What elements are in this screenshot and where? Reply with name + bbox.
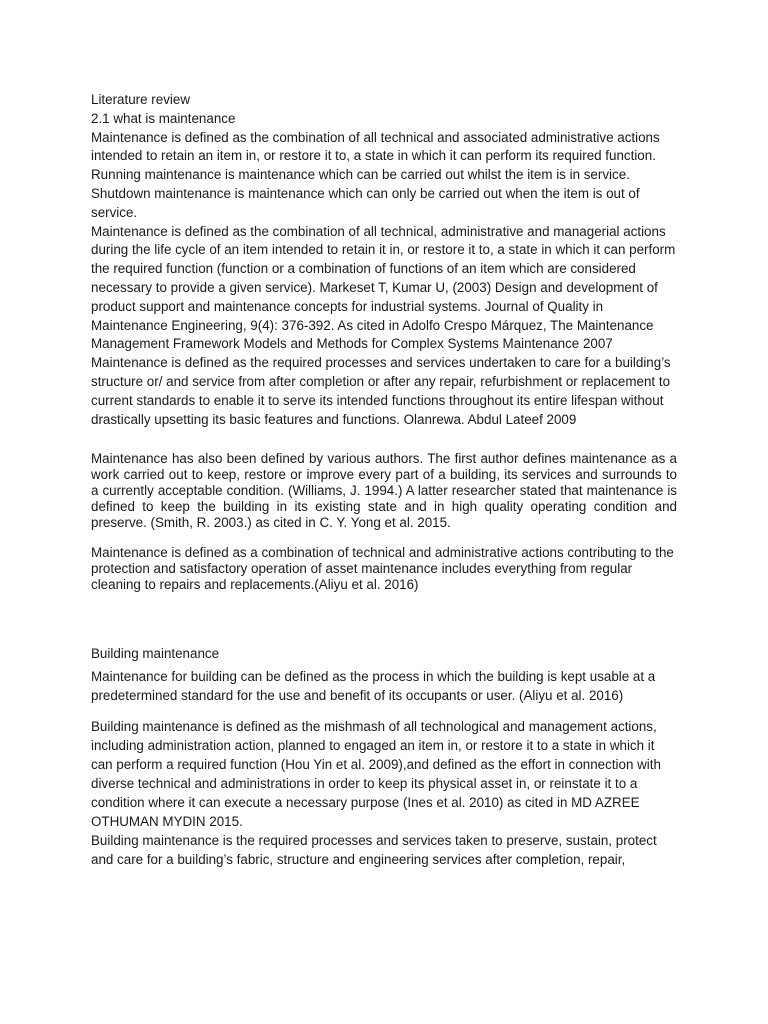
shutdown-maintenance-paragraph: Shutdown maintenance is maintenance which can only be carried out when the item is out of service. xyxy=(91,185,640,220)
building-mishmash-paragraph: Building maintenance is defined as the mishmash of all technological and management actions, including administration action, planned to engaged an item in, or restore it to a state in which it can perform a required function (Hou Yin et al. 2009),and defined as the effort in connection with diverse technical and administrations in order to keep its physical asset in, or reinstate it to a condition where it can execute a necessary purpose (Ines et al. 2010) as cited in MD AZREE OTHUMAN MYDIN 2015. xyxy=(91,719,661,830)
olanrewa-definition-paragraph: Maintenance is defined as the required processes and services undertaken to care for a building’s structure or/ and service from after completion or after any repair, refurbishment or replacement to current standards to enable it to serve its intended functions throughout its entire lifespan without drastically upsetting its basic features and functions. Olanrewa. Abdul Lateef 2009 xyxy=(91,355,671,427)
section-title: Literature review xyxy=(91,92,190,107)
building-processes-paragraph: Building maintenance is the required processes and services taken to preserve, sustain, protect and care for a building’s fabric, structure and engineering services after completion, repair, xyxy=(91,833,657,868)
section-spacer xyxy=(91,607,677,645)
document-body xyxy=(91,91,677,869)
definition-paragraph: Maintenance is defined as the combination of all technical and associated administrative actions intended to retain an item in, or restore it to, a state in which it can perform its required function. xyxy=(91,129,660,164)
authors-definition-paragraph: Maintenance has also been defined by various authors. The first author defines maintenance as a work carried out to keep, restore or improve every part of a building, its services and surrounds to a currently acceptable condition. (Williams, J. 1994.) A latter researcher stated that maintenance is defined to keep the building in its existing state and in high quality operating condition and preserve. (Smith, R. 2003.) as cited in C. Y. Yong et al. 2015. xyxy=(91,451,677,530)
subsection-title: 2.1 what is maintenance xyxy=(91,110,236,126)
aliyu-definition-paragraph: Maintenance is defined as a combination of technical and administrative actions contributing to the protection and satisfactory operation of asset maintenance includes everything from regular cleaning to repairs and replacements.(Aliyu et al. 2016) xyxy=(91,544,674,592)
maintenance-definitions-block xyxy=(91,91,677,429)
building-usable-paragraph: Maintenance for building can be defined as the process in which the building is kept usable at a predetermined standard for the use and benefit of its occupants or user. (Aliyu et al. 2016) xyxy=(91,669,656,704)
building-maintenance-heading: Building maintenance xyxy=(91,645,220,661)
markeset-definition-paragraph: Maintenance is defined as the combination of all technical, administrative and managerial actions during the life cycle of an item intended to retain it in, or restore it to, a state in which it can perform the required function (function or a combination of functions of an item which are considered necessary to provide a given service). Markeset T, Kumar U, (2003) Design and development of product support and maintenance concepts for industrial systems. Journal of Quality in Maintenance Engineering, 9(4): 376-392. As cited in Adolfo Crespo Márquez, The Maintenance Management Framework Models and Methods for Complex Systems Maintenance 2007 xyxy=(91,223,676,352)
running-maintenance-paragraph: Running maintenance is maintenance which can be carried out whilst the item is in service. xyxy=(91,167,630,183)
